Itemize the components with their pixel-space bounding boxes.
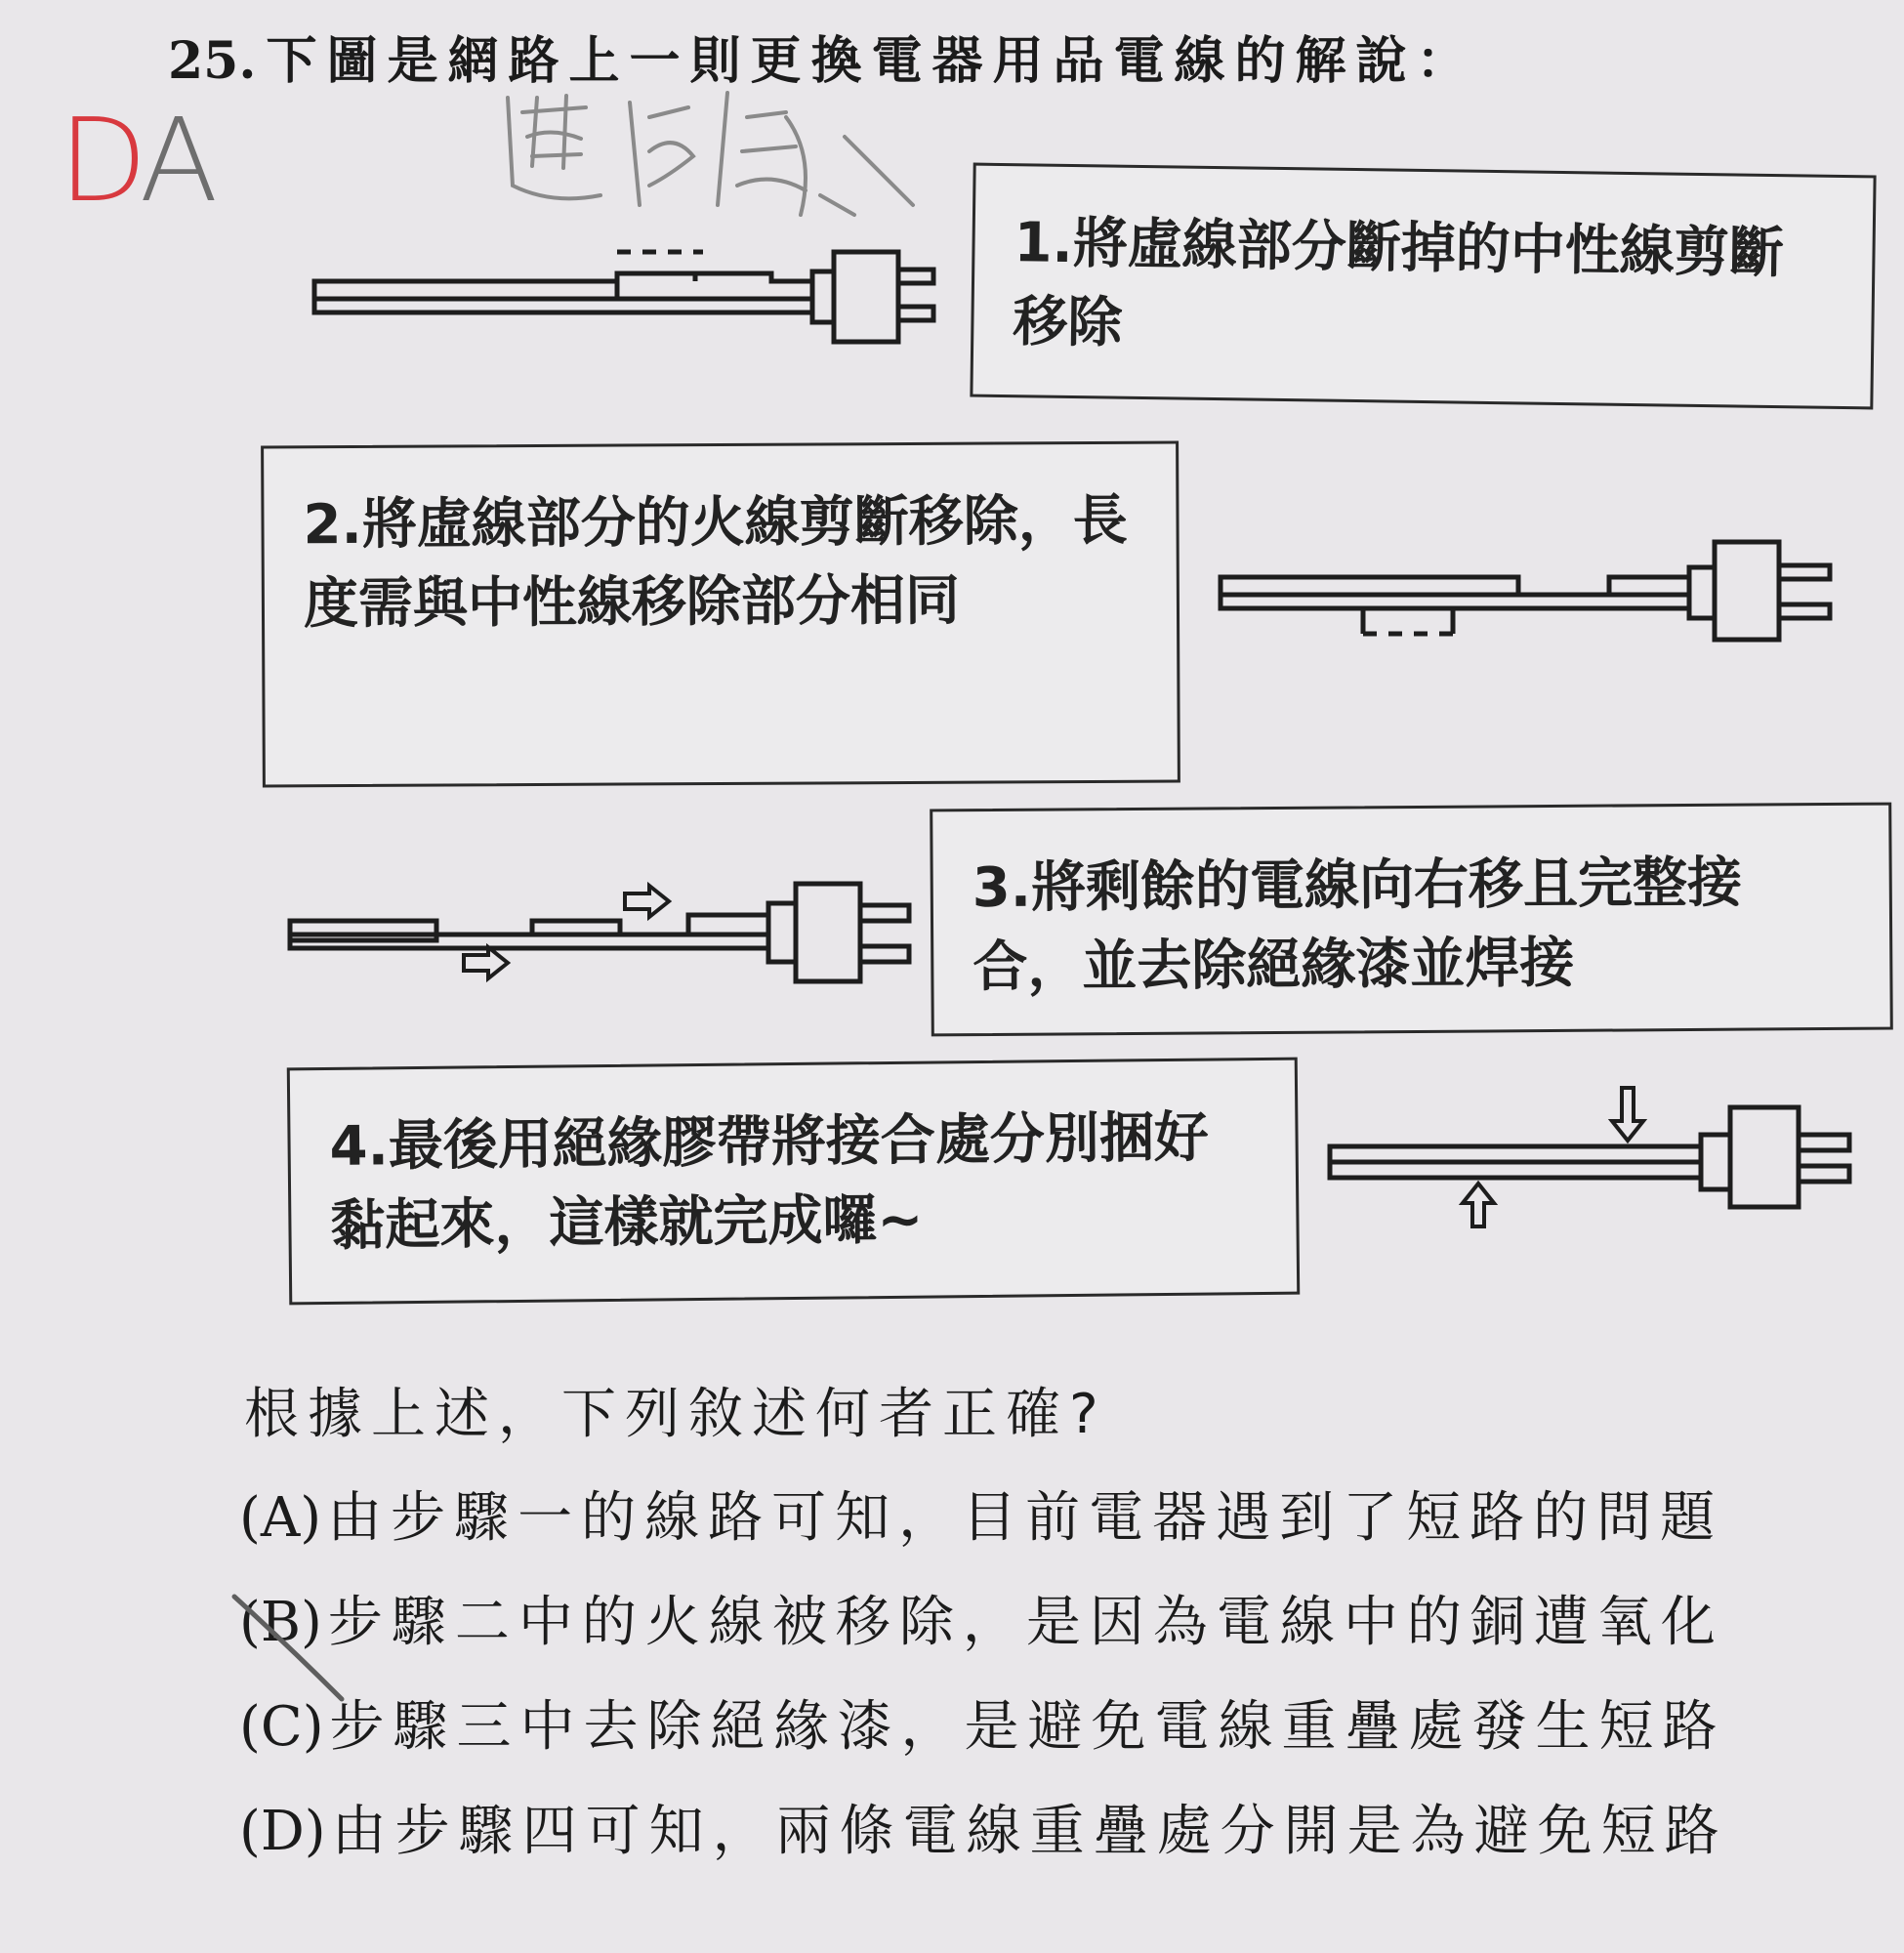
option-c-label: (C): [239, 1695, 324, 1759]
step-3-wire-diagram: [288, 874, 913, 991]
step-1-wire-diagram: [312, 234, 937, 352]
option-b-label: (B): [239, 1591, 322, 1654]
step-3-number: 3.: [972, 855, 1032, 921]
option-a-label: (A): [239, 1486, 322, 1550]
options-list: [239, 1475, 1880, 1892]
option-d[interactable]: [239, 1788, 1880, 1892]
option-d-text: 由步驟四可知，兩條電線重疊處分開是為避免短路: [331, 1800, 1728, 1863]
option-b[interactable]: [239, 1579, 1880, 1683]
pencil-strike-mark: [229, 1587, 347, 1704]
step-3-text: 將剩餘的電線向右移且完整接合，並去除絕緣漆並焊接: [973, 851, 1743, 1000]
step-4-box: [287, 1058, 1300, 1306]
handwritten-answer-d: D: [59, 93, 140, 228]
question-prompt: 根據上述，下列敘述何者正確?: [244, 1383, 1107, 1446]
step-2-wire-diagram: [1219, 532, 1834, 649]
option-a[interactable]: [239, 1475, 1880, 1579]
handwritten-answer: [59, 93, 213, 228]
option-c[interactable]: [239, 1683, 1880, 1788]
option-c-text: 步驟三中去除絕緣漆，是避免電線重疊處發生短路: [329, 1695, 1726, 1759]
option-b-text: 步驟二中的火線被移除，是因為電線中的銅遭氧化: [327, 1591, 1724, 1654]
step-2-box: [261, 441, 1180, 788]
step-4-wire-diagram: [1326, 1082, 1853, 1228]
arrow-up-icon: [1463, 1184, 1494, 1226]
handwritten-answer-a: A: [139, 93, 213, 228]
step-1-text: 將虛線部分斷掉的中性線剪斷移除: [1012, 211, 1785, 355]
step-4-number: 4.: [329, 1114, 390, 1179]
arrow-down-icon: [1612, 1088, 1643, 1141]
step-1-number: 1.: [1014, 211, 1074, 275]
step-3-box: [930, 803, 1893, 1037]
option-d-label: (D): [239, 1800, 326, 1863]
step-4-text: 最後用絕緣膠帶將接合處分別捆好黏起來，這樣就完成囉~: [330, 1105, 1210, 1259]
question-stem: 下圖是網路上一則更換電器用品電線的解說：: [266, 32, 1477, 91]
question-number: 25.: [168, 31, 257, 91]
option-a-text: 由步驟一的線路可知，目前電器遇到了短路的問題: [327, 1486, 1724, 1550]
step-2-text: 將虛線部分的火線剪斷移除，長度需與中性線移除部分相同: [303, 488, 1128, 637]
pencil-scribble: [493, 59, 923, 254]
step-2-number: 2.: [303, 492, 362, 558]
step-1-box: [970, 163, 1876, 410]
